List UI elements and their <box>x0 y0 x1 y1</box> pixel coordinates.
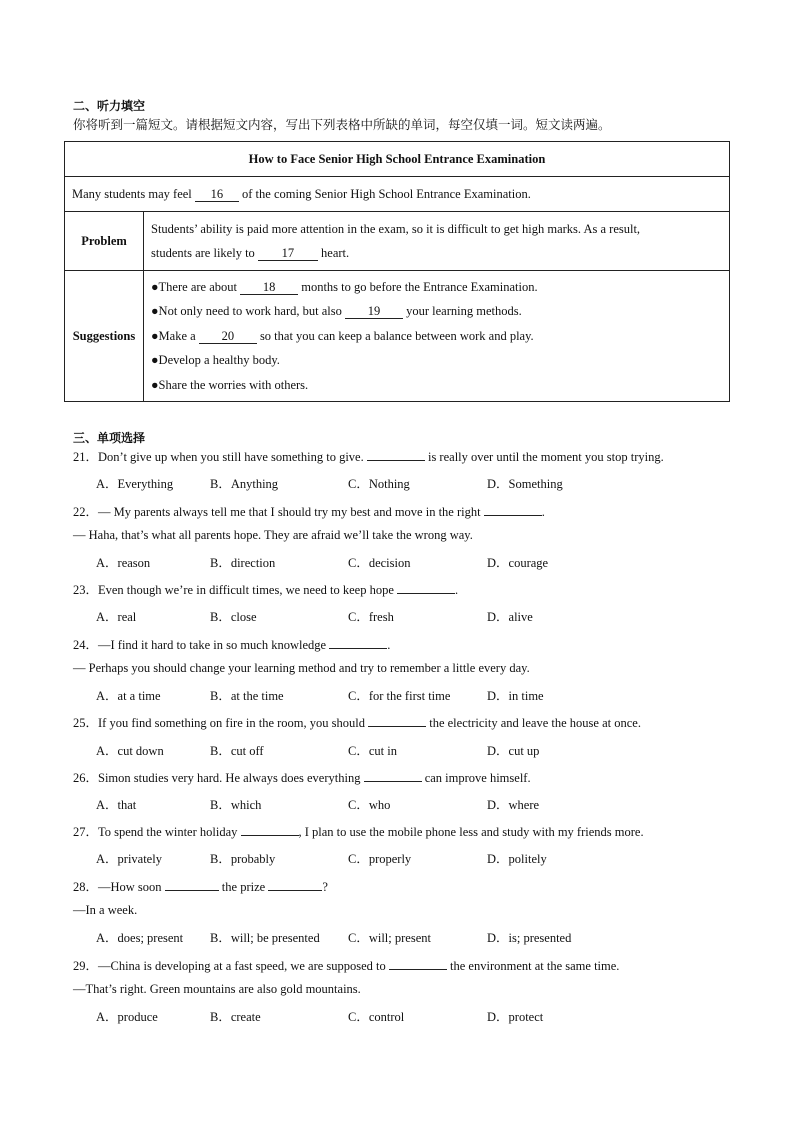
question-text: 28．—How soon <box>73 880 165 894</box>
question-text: 29．—China is developing at a fast speed, we are supposed to <box>73 959 389 973</box>
row-text: ●Make a <box>151 328 199 343</box>
suggestion-3 <box>151 324 722 349</box>
question-25 <box>73 713 641 731</box>
suggestion-1 <box>151 275 722 300</box>
options-25 <box>96 741 736 759</box>
option-b[interactable]: B．direction <box>210 556 276 570</box>
problem-line-1: Students’ ability is paid more attention in the exam, so it is difficult to get high marks. As a result, <box>151 221 641 236</box>
fill-blank-16[interactable]: 16 <box>195 187 239 202</box>
options-26 <box>96 795 736 813</box>
row-text: of the coming Senior High School Entrance Examination. <box>242 186 531 201</box>
question-text: 26．Simon studies very hard. He always does everything <box>73 771 364 785</box>
answer-gap <box>367 449 425 461</box>
option-d[interactable]: D．where <box>487 798 540 812</box>
option-c[interactable]: C．Nothing <box>348 477 410 491</box>
suggestions-cell <box>144 271 730 402</box>
suggestions-label: Suggestions <box>65 271 144 402</box>
row-text: heart. <box>321 246 350 260</box>
answer-gap <box>329 637 387 649</box>
question-24-reply: — Perhaps you should change your learning method and try to remember a little every day. <box>73 661 530 675</box>
question-text: . <box>387 638 391 652</box>
question-text: ? <box>322 880 328 894</box>
option-c[interactable]: C．for the first time <box>348 689 451 703</box>
question-23 <box>73 580 458 598</box>
question-22-reply: — Haha, that’s what all parents hope. They are afraid we’ll take the wrong way. <box>73 528 473 542</box>
answer-gap <box>241 824 299 836</box>
row-text: ●Not only need to work hard, but also <box>151 304 345 319</box>
option-d[interactable]: D．protect <box>487 1010 544 1024</box>
option-b[interactable]: B．Anything <box>210 477 279 491</box>
section-heading-multiple-choice: 三、单项选择 <box>73 431 146 445</box>
question-28-reply: —In a week. <box>73 903 138 917</box>
question-text: the prize <box>218 880 269 894</box>
options-29 <box>96 1007 736 1025</box>
question-28 <box>73 877 328 895</box>
answer-gap <box>165 879 219 891</box>
option-b[interactable]: B．create <box>210 1010 261 1024</box>
answer-gap <box>364 770 422 782</box>
problem-line-2 <box>151 241 722 266</box>
option-d[interactable]: D．in time <box>487 689 544 703</box>
option-b[interactable]: B．at the time <box>210 689 284 703</box>
option-b[interactable]: B．will; be presented <box>210 931 320 945</box>
row-text: months to go before the Entrance Examination. <box>301 279 538 294</box>
option-a[interactable]: A．real <box>96 610 137 624</box>
fill-blank-18[interactable]: 18 <box>240 280 298 295</box>
row-text: Many students may feel <box>72 186 195 201</box>
option-a[interactable]: A．does; present <box>96 931 184 945</box>
suggestion-5: ●Share the worries with others. <box>151 377 309 392</box>
options-24 <box>96 686 736 704</box>
question-27 <box>73 822 644 840</box>
option-d[interactable]: D．Something <box>487 477 563 491</box>
problem-cell <box>144 212 730 271</box>
option-c[interactable]: C．will; present <box>348 931 431 945</box>
option-a[interactable]: A．reason <box>96 556 151 570</box>
question-text: 25．If you find something on fire in the room, you should <box>73 716 369 730</box>
question-text: 27．To spend the winter holiday <box>73 825 241 839</box>
question-24 <box>73 635 390 653</box>
answer-gap <box>484 504 542 516</box>
option-c[interactable]: C．fresh <box>348 610 394 624</box>
listening-instruction: 你将听到一篇短文。请根据短文内容，写出下列表格中所缺的单词，每空仅填一词。短文读两遍。 <box>73 117 611 132</box>
fill-blank-19[interactable]: 19 <box>345 304 403 319</box>
question-text: can improve himself. <box>421 771 531 785</box>
question-text: . <box>541 505 545 519</box>
suggestion-4: ●Develop a healthy body. <box>151 353 280 368</box>
option-b[interactable]: B．cut off <box>210 744 264 758</box>
option-d[interactable]: D．is; presented <box>487 931 572 945</box>
question-text: 21．Don’t give up when you still have something to give. <box>73 450 367 464</box>
answer-gap <box>397 582 455 594</box>
answer-gap <box>389 958 447 970</box>
question-text: 24．—I find it hard to take in so much knowledge <box>73 638 330 652</box>
question-text: the environment at the same time. <box>446 959 620 973</box>
row-text: ●There are about <box>151 279 241 294</box>
options-21 <box>96 474 736 492</box>
option-d[interactable]: D．politely <box>487 852 547 866</box>
option-c[interactable]: C．decision <box>348 556 411 570</box>
option-c[interactable]: C．cut in <box>348 744 397 758</box>
option-d[interactable]: D．cut up <box>487 744 540 758</box>
option-b[interactable]: B．which <box>210 798 262 812</box>
option-a[interactable]: A．cut down <box>96 744 164 758</box>
row-text: so that you can keep a balance between work and play. <box>259 328 534 343</box>
options-27 <box>96 849 736 867</box>
option-a[interactable]: A．that <box>96 798 137 812</box>
option-c[interactable]: C．who <box>348 798 391 812</box>
question-text: 23．Even though we’re in difficult times, we need to keep hope <box>73 583 397 597</box>
options-22 <box>96 553 736 571</box>
question-29 <box>73 956 619 974</box>
option-c[interactable]: C．properly <box>348 852 412 866</box>
question-text: the electricity and leave the house at once. <box>426 716 641 730</box>
question-21 <box>73 447 664 465</box>
option-a[interactable]: A．at a time <box>96 689 161 703</box>
question-22 <box>73 502 545 520</box>
option-b[interactable]: B．probably <box>210 852 276 866</box>
question-29-reply: —That’s right. Green mountains are also gold mountains. <box>73 982 361 996</box>
question-26 <box>73 768 531 786</box>
row-text: your learning methods. <box>406 304 522 319</box>
option-b[interactable]: B．close <box>210 610 257 624</box>
question-text: , I plan to use the mobile phone less and study with my friends more. <box>298 825 644 839</box>
row-text: students are likely to <box>151 246 258 260</box>
options-23 <box>96 607 736 625</box>
question-text: 22．— My parents always tell me that I should try my best and move in the right <box>73 505 484 519</box>
fill-blank-17[interactable]: 17 <box>258 246 318 261</box>
option-c[interactable]: C．control <box>348 1010 405 1024</box>
option-a[interactable]: A．privately <box>96 852 162 866</box>
suggestion-2 <box>151 299 722 324</box>
question-text: is really over until the moment you stop trying. <box>424 450 664 464</box>
section-heading-listening: 二、听力填空 <box>73 99 146 113</box>
listening-table <box>64 141 730 402</box>
options-28 <box>96 928 736 946</box>
answer-gap <box>368 715 426 727</box>
option-a[interactable]: A．produce <box>96 1010 158 1024</box>
option-d[interactable]: D．alive <box>487 610 533 624</box>
option-d[interactable]: D．courage <box>487 556 549 570</box>
fill-blank-20[interactable]: 20 <box>199 329 257 344</box>
answer-gap <box>268 879 322 891</box>
option-a[interactable]: A．Everything <box>96 477 174 491</box>
table-title: How to Face Senior High School Entrance Examination <box>65 142 730 177</box>
question-text: . <box>455 583 459 597</box>
problem-label: Problem <box>65 212 144 271</box>
table-row-intro <box>65 177 730 212</box>
